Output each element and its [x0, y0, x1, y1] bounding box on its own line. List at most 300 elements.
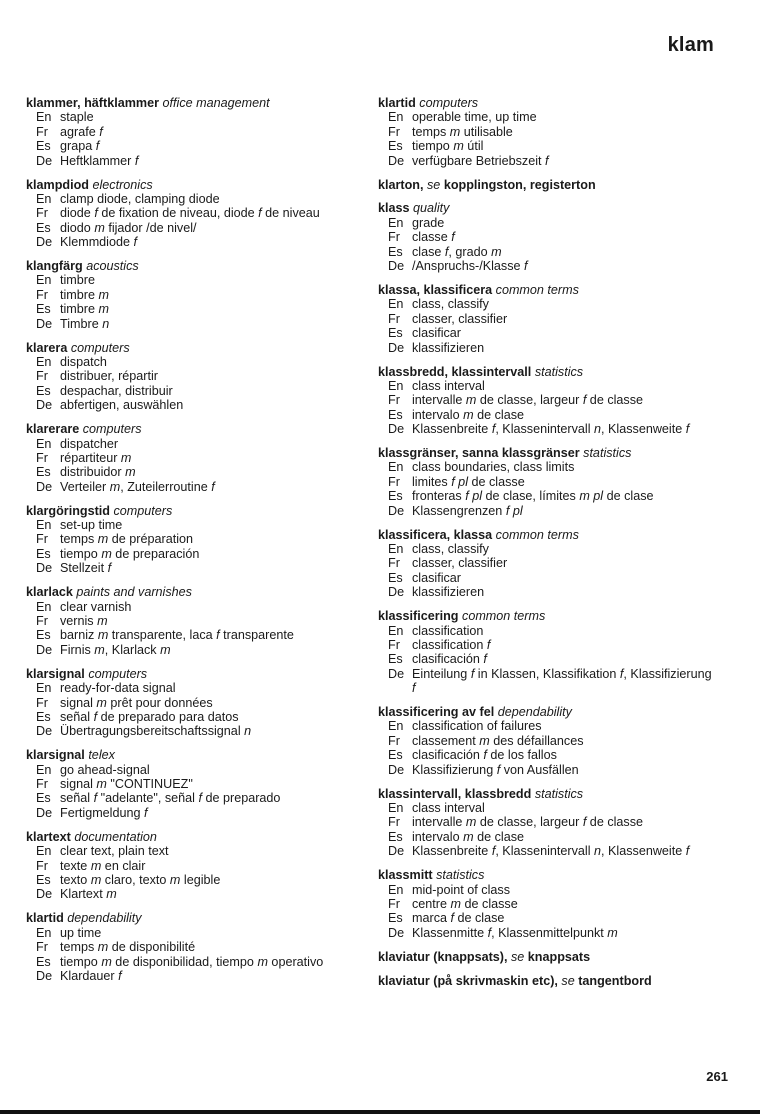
language-code: De: [388, 585, 405, 600]
translation-text: [60, 561, 360, 575]
translation-text: [412, 475, 712, 489]
translation-text: [60, 288, 360, 302]
translation-row: [26, 384, 368, 398]
translation-text: [412, 297, 712, 311]
translation-text: [60, 873, 360, 887]
headword: klassificering: [378, 609, 459, 624]
language-code: Fr: [36, 695, 48, 710]
language-code: De: [36, 235, 53, 250]
translation-row: [26, 398, 368, 412]
translation-text: [60, 437, 360, 451]
language-code: Fr: [388, 311, 400, 326]
headword: klassa, klassificera: [378, 282, 493, 297]
term-text: , Klassifizierung: [623, 666, 712, 681]
gender-marker: m pl: [579, 489, 604, 504]
subject-field: statistics: [534, 786, 584, 801]
term-text: verfügbare Betriebszeit: [412, 153, 546, 168]
translation-row: [26, 724, 368, 738]
term-text: von Ausfällen: [500, 762, 579, 777]
language-code: Fr: [36, 614, 48, 628]
language-code: En: [388, 719, 404, 734]
term-text: de clase: [603, 489, 654, 504]
headword: klarlack: [26, 585, 73, 600]
translation-row: [378, 489, 720, 503]
gender-marker: f: [134, 153, 139, 168]
term-text: fronteras: [412, 489, 466, 504]
language-code: Es: [36, 791, 51, 806]
gender-marker: m: [97, 614, 108, 628]
translation-text: [60, 355, 360, 369]
translation-row: [26, 628, 368, 642]
gender-marker: m: [97, 628, 109, 643]
term-text: grade: [412, 215, 445, 230]
term-text: de clase: [473, 829, 525, 844]
translation-row: [378, 815, 720, 829]
term-text: transparente: [219, 628, 294, 643]
translation-text: [60, 302, 360, 316]
term-text: de disponibilidad, tiempo: [111, 954, 258, 969]
translation-row: [26, 451, 368, 465]
language-code: Fr: [388, 637, 400, 652]
term-text: clear varnish: [60, 599, 132, 614]
language-code: En: [388, 297, 404, 312]
translation-text: [60, 777, 360, 791]
language-code: Fr: [388, 474, 400, 489]
language-code: Fr: [388, 124, 400, 139]
term-text: de niveau: [261, 206, 320, 221]
left-column: [26, 96, 368, 993]
gender-marker: m: [465, 393, 477, 408]
gender-marker: f: [470, 666, 475, 681]
translation-text: [60, 681, 360, 695]
headword: klass: [378, 201, 410, 216]
gender-marker: f: [483, 652, 487, 667]
term-text: texto: [60, 873, 91, 887]
language-code: En: [36, 599, 52, 614]
dictionary-entry: [378, 705, 720, 777]
headword: klartid: [378, 96, 416, 110]
term-text: clase: [412, 244, 445, 259]
term-text: intervalo: [412, 407, 464, 422]
term-text: de preparación: [111, 546, 200, 561]
term-text: Klassenbreite: [412, 422, 492, 437]
term-text: fijador /de nivel/: [104, 220, 197, 235]
gender-marker: m: [109, 479, 121, 494]
language-code: En: [36, 518, 52, 533]
translation-row: [378, 748, 720, 762]
language-code: En: [388, 460, 404, 475]
translation-text: [60, 887, 360, 901]
gender-marker: m: [169, 873, 181, 887]
translation-text: [60, 154, 360, 168]
term-text: klassifizieren: [412, 585, 485, 600]
language-code: En: [388, 800, 404, 815]
translation-row: [378, 897, 720, 911]
translation-row: [378, 624, 720, 638]
term-text: up time: [60, 925, 102, 940]
gender-marker: f: [444, 244, 449, 259]
gender-marker: f: [685, 422, 690, 437]
language-code: De: [36, 316, 53, 331]
translation-text: [60, 710, 360, 724]
gender-marker: f: [211, 479, 215, 494]
translation-text: [412, 585, 712, 599]
term-text: de préparation: [108, 532, 194, 547]
term-text: , Klarlack: [104, 642, 161, 657]
gender-marker: f: [496, 762, 501, 777]
term-text: classification: [412, 637, 487, 652]
term-text: distribuidor: [60, 465, 126, 480]
gender-marker: f: [450, 911, 454, 926]
translation-text: [412, 504, 712, 518]
term-text: agrafe: [60, 124, 100, 139]
term-text: class, classify: [412, 541, 489, 556]
headword: klarsignal: [26, 748, 85, 763]
term-text: classer, classifier: [412, 311, 508, 326]
subject-field: acoustics: [86, 259, 139, 274]
translation-text: [412, 460, 712, 474]
term-text: in Klassen, Klassifikation: [474, 666, 620, 681]
language-code: De: [388, 340, 405, 355]
term-text: de classe: [461, 896, 518, 911]
term-text: Übertragungsbereitschaftssignal: [60, 724, 245, 739]
gender-marker: m: [97, 532, 109, 547]
gender-marker: f: [93, 791, 98, 806]
subject-field: office management: [162, 96, 270, 110]
translation-row: [26, 777, 368, 791]
entry-headline: [378, 974, 720, 988]
translation-text: [412, 830, 712, 844]
gender-marker: m: [98, 302, 109, 317]
term-text: Firnis: [60, 642, 95, 657]
term-text: señal: [60, 709, 94, 724]
translation-text: [412, 154, 712, 168]
dictionary-entry: [378, 96, 720, 168]
translation-row: [26, 437, 368, 451]
language-code: Fr: [36, 287, 48, 302]
gender-marker: n: [594, 422, 602, 437]
translation-row: [26, 288, 368, 302]
translation-row: [26, 317, 368, 331]
gender-marker: m: [453, 139, 464, 154]
gender-marker: f: [216, 628, 220, 643]
translation-text: [60, 955, 360, 969]
translation-row: [378, 245, 720, 259]
gender-marker: m: [101, 546, 112, 561]
term-text: set-up time: [60, 518, 123, 533]
entry-headline: [378, 178, 720, 192]
term-text: Klardauer: [60, 968, 119, 983]
translation-text: [60, 724, 360, 738]
term-text: Stellzeit: [60, 561, 108, 576]
gender-marker: m: [449, 124, 461, 139]
translation-row: [378, 719, 720, 733]
term-text: útil: [463, 139, 484, 154]
translation-text: [60, 940, 360, 954]
gender-marker: m: [463, 407, 474, 422]
translation-text: [412, 638, 712, 652]
translation-text: [60, 480, 360, 494]
translation-row: [26, 125, 368, 139]
gender-marker: f: [619, 666, 624, 681]
term-text: classe: [412, 230, 452, 245]
gender-marker: m: [90, 858, 102, 873]
gender-marker: m: [97, 940, 109, 955]
term-text: clasificar: [412, 326, 461, 341]
language-code: Es: [388, 829, 403, 844]
term-text: class boundaries, class limits: [412, 460, 575, 475]
language-code: En: [36, 925, 52, 940]
translation-row: [26, 887, 368, 901]
term-text: Verteiler: [60, 479, 110, 494]
language-code: De: [388, 503, 405, 518]
term-text: "adelante", señal: [97, 791, 199, 806]
translation-row: [26, 355, 368, 369]
term-text: texte: [60, 858, 91, 873]
translation-text: [412, 422, 712, 436]
gender-marker: f: [99, 124, 103, 139]
entry-headline: [26, 178, 368, 192]
entry-headline: [26, 911, 368, 925]
dictionary-entry: [26, 667, 368, 739]
translation-row: [378, 460, 720, 474]
translation-row: [378, 297, 720, 311]
headword: klartext: [26, 829, 71, 844]
gender-marker: m: [450, 896, 462, 911]
term-text: Klartext: [60, 887, 107, 902]
translation-row: [378, 926, 720, 940]
language-code: De: [388, 925, 405, 940]
term-text: Einteilung: [412, 666, 471, 681]
translation-row: [26, 955, 368, 969]
translation-text: [60, 614, 360, 628]
dictionary-entry: [378, 787, 720, 859]
language-code: De: [388, 422, 405, 437]
gender-marker: m: [98, 287, 109, 302]
gender-marker: m: [465, 815, 477, 830]
translation-row: [26, 192, 368, 206]
term-text: Fertigmeldung: [60, 805, 144, 820]
translation-text: [412, 897, 712, 911]
gender-marker: f pl: [505, 503, 523, 518]
bottom-rule: [0, 1110, 760, 1114]
translation-text: [412, 489, 712, 503]
translation-text: [60, 125, 360, 139]
term-text: Klemmdiode: [60, 235, 134, 250]
entry-headline: [378, 96, 720, 110]
translation-row: [26, 710, 368, 724]
gender-marker: m: [257, 954, 268, 969]
language-code: Es: [388, 570, 403, 585]
headword: klassintervall, klassbredd: [378, 786, 532, 801]
translation-row: [26, 206, 368, 220]
dictionary-entry: [26, 341, 368, 413]
term-text: barniz: [60, 628, 98, 643]
language-code: Es: [36, 220, 51, 235]
language-code: Fr: [388, 556, 400, 571]
translation-text: [412, 844, 712, 858]
gender-marker: m: [96, 777, 107, 792]
gender-marker: f: [144, 805, 148, 820]
gender-marker: f: [582, 393, 587, 408]
entry-headline: [26, 96, 368, 110]
dictionary-entry: [378, 868, 720, 940]
translation-row: [26, 791, 368, 805]
translation-text: [412, 571, 712, 585]
headword: klarsignal: [26, 666, 85, 681]
term-text: de disponibilité: [108, 940, 196, 955]
gender-marker: f: [483, 748, 487, 763]
dictionary-entry: [26, 585, 368, 657]
translation-text: [412, 326, 712, 340]
language-code: En: [388, 623, 404, 638]
gender-marker: f: [133, 235, 137, 250]
language-code: De: [36, 398, 53, 413]
dictionary-entry: [378, 283, 720, 355]
gender-marker: f pl: [451, 474, 468, 489]
translation-text: [412, 748, 712, 762]
gender-marker: m: [491, 244, 502, 259]
term-text: classification: [412, 623, 484, 638]
headword: klammer, häftklammer: [26, 96, 160, 110]
language-code: En: [36, 273, 52, 288]
headword: klaviatur (knappsats),: [378, 949, 508, 964]
term-text: mid-point of class: [412, 882, 510, 897]
term-text: de classe: [586, 393, 644, 408]
translation-text: [60, 547, 360, 561]
language-code: Fr: [388, 230, 400, 245]
translation-row: [26, 844, 368, 858]
term-text: intervalo: [412, 829, 464, 844]
cross-reference-target: kopplingston, registerton: [443, 177, 596, 192]
language-code: Es: [388, 139, 403, 154]
translation-text: [412, 652, 712, 666]
translation-row: [378, 422, 720, 436]
subject-field: statistics: [534, 364, 584, 379]
language-code: En: [388, 378, 404, 393]
term-text: Klassenmitte: [412, 925, 488, 940]
term-text: de clase: [454, 911, 505, 926]
gender-marker: f: [95, 139, 100, 154]
term-text: dispatcher: [60, 436, 119, 451]
term-text: diode: [60, 206, 95, 221]
translation-text: [412, 926, 712, 940]
gender-marker: f: [94, 206, 98, 221]
translation-row: [26, 763, 368, 777]
language-code: Fr: [36, 450, 48, 465]
term-text: , Klassenweite: [601, 844, 686, 859]
gender-marker: n: [594, 844, 602, 859]
term-text: diodo: [60, 220, 95, 235]
dictionary-entry: [26, 748, 368, 820]
term-text: dispatch: [60, 355, 107, 369]
language-code: Es: [36, 465, 51, 480]
language-code: De: [36, 724, 53, 739]
term-text: timbre: [60, 273, 95, 288]
term-text: tiempo: [60, 954, 102, 969]
gender-marker: f: [491, 422, 496, 437]
translation-row: [378, 312, 720, 326]
term-text: vernis: [60, 614, 98, 628]
term-text: "CONTINUEZ": [106, 777, 193, 792]
translation-row: [378, 763, 720, 777]
language-code: De: [36, 642, 53, 657]
gender-marker: f: [486, 637, 491, 652]
translation-row: [378, 139, 720, 153]
gender-marker: m: [94, 642, 105, 657]
gender-marker: f: [412, 681, 416, 696]
translation-row: [26, 643, 368, 657]
translation-row: [26, 465, 368, 479]
translation-text: [412, 230, 712, 244]
language-code: En: [36, 110, 52, 125]
entry-headline: [378, 201, 720, 215]
term-text: class interval: [412, 800, 485, 815]
language-code: De: [388, 844, 405, 859]
subject-field: computers: [88, 666, 148, 681]
translation-text: [412, 139, 712, 153]
translation-row: [26, 480, 368, 494]
translation-row: [26, 369, 368, 383]
term-text: distribuer, répartir: [60, 369, 158, 384]
right-column: [378, 96, 720, 997]
entry-headline: [378, 446, 720, 460]
translation-row: [26, 154, 368, 168]
entry-headline: [378, 283, 720, 297]
translation-text: [412, 667, 712, 696]
term-text: class, classify: [412, 297, 489, 312]
translation-row: [26, 859, 368, 873]
gender-marker: m: [607, 925, 618, 940]
headword: klartid: [26, 911, 64, 926]
entry-headline: [26, 667, 368, 681]
translation-text: [412, 883, 712, 897]
term-text: répartiteur: [60, 450, 121, 465]
term-text: des défaillances: [489, 733, 584, 748]
term-text: clamp diode, clamping diode: [60, 191, 220, 206]
language-code: De: [36, 561, 53, 576]
entry-headline: [378, 787, 720, 801]
translation-row: [378, 230, 720, 244]
term-text: de classe: [586, 815, 644, 830]
translation-row: [378, 638, 720, 652]
gender-marker: f: [93, 709, 98, 724]
subject-field: electronics: [92, 177, 153, 192]
translation-text: [60, 451, 360, 465]
term-text: claro, texto: [101, 873, 170, 887]
gender-marker: m: [160, 642, 171, 657]
language-code: Es: [36, 139, 51, 154]
term-text: de classe: [468, 474, 525, 489]
translation-text: [60, 235, 360, 249]
translation-row: [378, 652, 720, 666]
gender-marker: m: [94, 220, 105, 235]
subject-field: statistics: [583, 446, 632, 461]
translation-text: [60, 532, 360, 546]
language-code: De: [388, 762, 405, 777]
language-code: De: [36, 887, 53, 902]
translation-text: [60, 969, 360, 983]
term-text: tiempo: [412, 139, 454, 154]
translation-text: [60, 206, 360, 220]
term-text: temps: [412, 124, 450, 139]
gender-marker: m: [120, 450, 132, 465]
translation-row: [378, 125, 720, 139]
dictionary-entry: [26, 911, 368, 983]
entry-headline: [378, 528, 720, 542]
gender-marker: f: [545, 153, 549, 168]
translation-text: [412, 379, 712, 393]
